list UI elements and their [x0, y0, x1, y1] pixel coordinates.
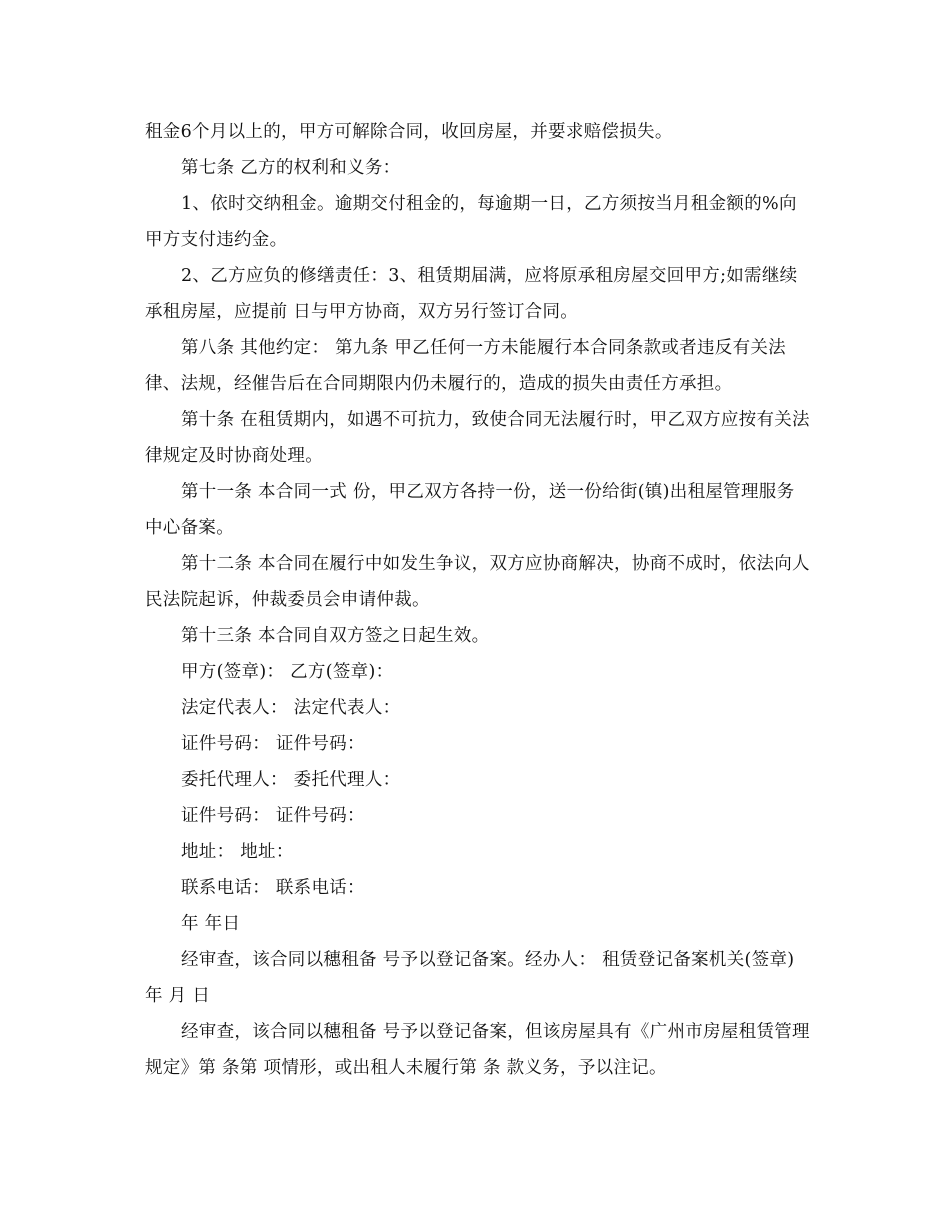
paragraph-article-12: 第十二条 本合同在履行中如发生争议，双方应协商解决，协商不成时，依法向人民法院起诉，仲裁委员会申请仲裁。	[145, 554, 810, 610]
paragraph-registration-note: 经审查，该合同以穗租备 号予以登记备案。经办人： 租赁登记备案机关(签章) 年 月 日	[145, 950, 795, 1006]
document-body	[145, 114, 810, 1086]
paragraph-article-7-item-2-3: 2、乙方应负的修缮责任：3、租赁期届满，应将原承租房屋交回甲方;如需继续承租房屋，应提前 日与甲方协商，双方另行签订合同。	[145, 266, 798, 322]
signature-date-line: 年 年日	[181, 914, 241, 934]
signature-legal-rep-line: 法定代表人： 法定代表人：	[181, 698, 401, 718]
paragraph-article-7-heading: 第七条 乙方的权利和义务：	[181, 158, 401, 178]
signature-id-number-line: 证件号码： 证件号码：	[181, 734, 365, 754]
paragraph-article-11: 第十一条 本合同一式 份，甲乙双方各持一份，送一份给街(镇)出租屋管理服务中心备案。	[145, 482, 795, 538]
signature-agent-line: 委托代理人： 委托代理人：	[181, 770, 401, 790]
paragraph-article-10: 第十条 在租赁期内，如遇不可抗力，致使合同无法履行时，甲乙双方应按有关法律规定及时协商处理。	[145, 410, 810, 466]
signature-party-line: 甲方(签章)： 乙方(签章)：	[181, 662, 394, 682]
paragraph-article-7-item-1: 1、依时交纳租金。逾期交付租金的，每逾期一日，乙方须按当月租金额的%向甲方支付违约金。	[145, 194, 797, 250]
paragraph-article-8-9: 第八条 其他约定： 第九条 甲乙任何一方未能履行本合同条款或者违反有关法律、法规，经催告后在合同期限内仍未履行的，造成的损失由责任方承担。	[145, 338, 786, 394]
paragraph-article-13: 第十三条 本合同自双方签之日起生效。	[181, 626, 490, 646]
signature-phone-line: 联系电话： 联系电话：	[181, 878, 365, 898]
signature-address-line: 地址： 地址：	[181, 842, 294, 862]
signature-agent-id-line: 证件号码： 证件号码：	[181, 806, 365, 826]
paragraph-registration-annotation: 经审查，该合同以穗租备 号予以登记备案，但该房屋具有《广州市房屋租赁管理规定》第 条第 项情形，或出租人未履行第 条 款义务，予以注记。	[145, 1022, 810, 1078]
paragraph-rent-default: 租金6个月以上的，甲方可解除合同，收回房屋，并要求赔偿损失。	[145, 122, 673, 142]
